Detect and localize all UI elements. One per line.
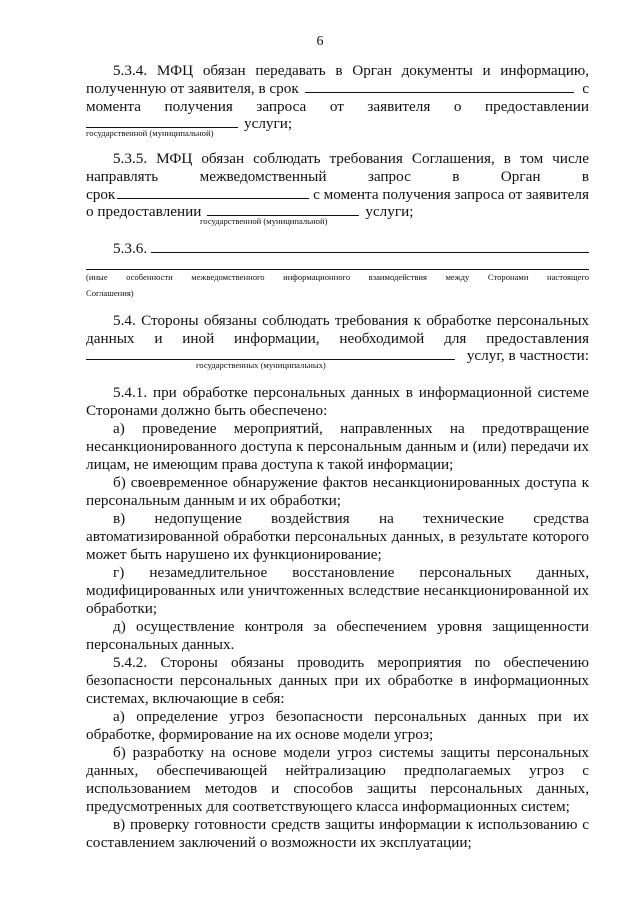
s54-line-3-text: услуг, в частности: bbox=[466, 347, 589, 364]
s536-blank-1 bbox=[151, 240, 589, 253]
s534-line-2 bbox=[86, 80, 589, 98]
s542-line: безопасности персональных данных при их обработке в информационных bbox=[86, 672, 589, 689]
s534-line-3: момента получения запроса от заявителя о предоставлении bbox=[86, 98, 589, 115]
s536-caption-line-1: (иные особенности межведомственного информационного взаимодействия между Сторонами настоящего bbox=[86, 272, 589, 282]
s534-term-blank bbox=[305, 80, 575, 93]
s54-line-2: данных и иной информации, необходимой для предоставления bbox=[86, 330, 589, 347]
s536-label: 5.3.6. bbox=[113, 240, 148, 257]
s542-line: б) разработку на основе модели угроз системы защиты персональных bbox=[113, 744, 589, 761]
s54-service-blank bbox=[86, 347, 455, 360]
s536-line-1 bbox=[113, 240, 589, 258]
s541-line: персональных данных. bbox=[86, 636, 235, 653]
s54-caption: государственных (муниципальных) bbox=[196, 360, 326, 370]
s535-term-blank bbox=[117, 186, 309, 199]
s535-line-4-end: услуги; bbox=[365, 203, 414, 220]
s536-blank-2 bbox=[86, 269, 589, 270]
s535-line-4-text: о предоставлении bbox=[86, 203, 202, 220]
s535-line-4 bbox=[86, 203, 589, 221]
s535-line-3 bbox=[86, 186, 589, 204]
s541-line: Сторонами должно быть обеспечено: bbox=[86, 402, 328, 419]
s542-line: а) определение угроз безопасности персональных данных при их bbox=[113, 708, 589, 725]
s542-line: предусмотренных для соответствующего класса информационных систем; bbox=[86, 798, 570, 815]
s541-line: обработки; bbox=[86, 600, 158, 617]
s542-line: 5.4.2. Стороны обязаны проводить мероприятия по обеспечению bbox=[113, 654, 589, 671]
s534-line-2-end: с bbox=[582, 80, 589, 97]
s535-service-blank bbox=[207, 203, 359, 216]
s542-line: обработке, формирование на их основе модели угроз; bbox=[86, 726, 434, 743]
s534-line-1: 5.3.4. МФЦ обязан передавать в Орган документы и информацию, bbox=[113, 62, 589, 79]
s534-service-blank bbox=[86, 115, 238, 128]
s542-line: данных, обеспечивающей нейтрализацию предполагаемых угроз с bbox=[86, 762, 589, 779]
s541-line: д) осуществление контроля за обеспечением уровня защищенности bbox=[113, 618, 589, 635]
s534-caption: государственной (муниципальной) bbox=[86, 128, 214, 138]
s535-line-1: 5.3.5. МФЦ обязан соблюдать требования Соглашения, в том числе bbox=[113, 150, 589, 167]
s542-line: системах, включающие в себя: bbox=[86, 690, 285, 707]
s541-line: может быть нарушено их функционирование; bbox=[86, 546, 382, 563]
s542-line: использованием методов и способов защиты персональных данных, bbox=[86, 780, 589, 797]
s542-line: составлением заключений о возможности их эксплуатации; bbox=[86, 834, 472, 851]
s535-caption: государственной (муниципальной) bbox=[200, 216, 328, 226]
s535-line-3-text: с момента получения запроса от заявителя bbox=[313, 186, 589, 203]
s541-line: б) своевременное обнаружение фактов несанкционированных доступа к bbox=[113, 474, 589, 491]
s54-line-3 bbox=[86, 347, 589, 365]
s54-line-1: 5.4. Стороны обязаны соблюдать требования к обработке персональных bbox=[113, 312, 589, 329]
s541-line: автоматизированной обработки персональных данных, в результате которого bbox=[86, 528, 589, 545]
s535-line-3-start: срок bbox=[86, 186, 116, 203]
s541-line: г) незамедлительное восстановление персональных данных, bbox=[113, 564, 589, 581]
s534-line-2-text: полученную от заявителя, в срок bbox=[86, 80, 299, 97]
s541-line: несанкционированного доступа к персональным данным и (или) передачи их bbox=[86, 438, 589, 455]
s541-line: 5.4.1. при обработке персональных данных в информационной системе bbox=[113, 384, 589, 401]
s534-line-4-text: услуги; bbox=[244, 115, 293, 132]
s541-line: а) проведение мероприятий, направленных на предотвращение bbox=[113, 420, 589, 437]
s541-line: персональным данным и их обработки; bbox=[86, 492, 341, 509]
s541-line: лицам, не имеющим права доступа к такой информации; bbox=[86, 456, 454, 473]
s542-line: в) проверку готовности средств защиты информации к использованию с bbox=[113, 816, 589, 833]
s541-line: в) недопущение воздействия на технические средства bbox=[113, 510, 589, 527]
s535-line-2: направлять межведомственный запрос в Орган в bbox=[86, 168, 589, 185]
s536-caption-line-2: Соглашения) bbox=[86, 288, 134, 298]
page-number: 6 bbox=[316, 34, 324, 49]
s541-line: модифицированных или уничтоженных вследствие несанкционированной их bbox=[86, 582, 589, 599]
